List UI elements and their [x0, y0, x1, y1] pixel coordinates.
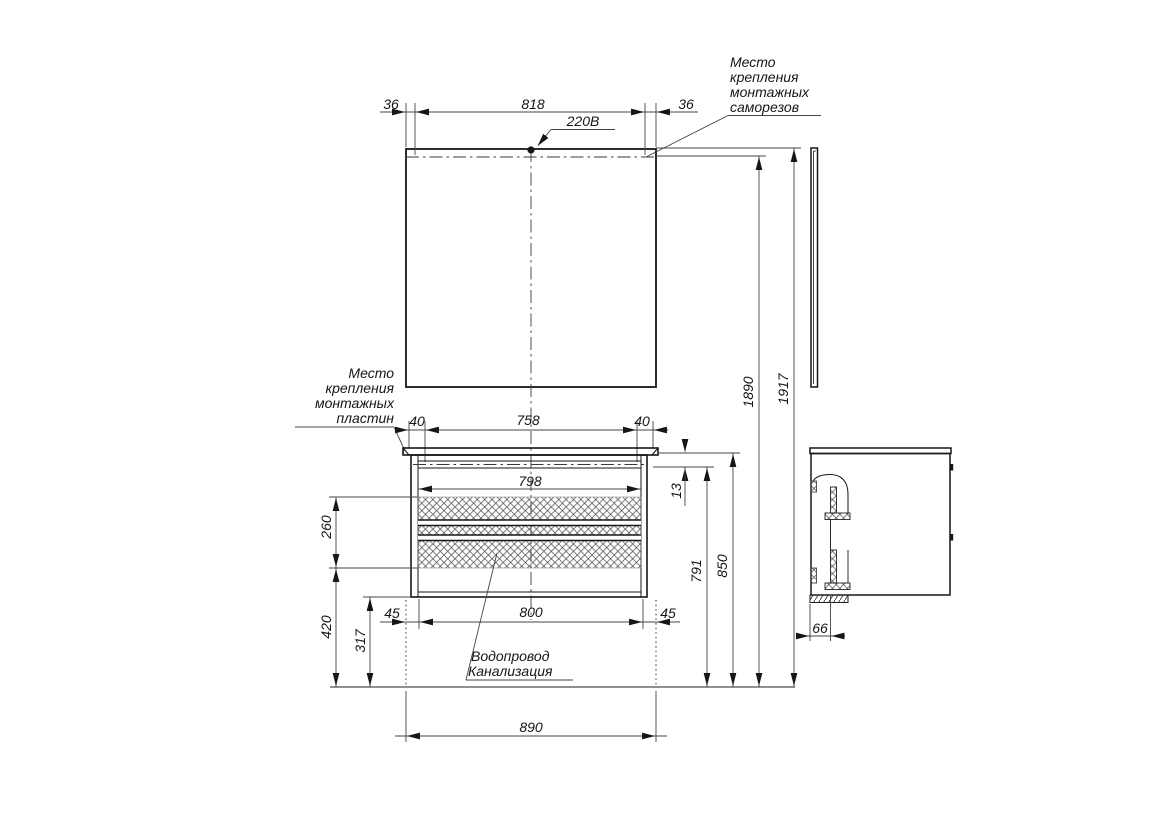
bottom-panel-section — [810, 595, 848, 603]
drawer1-bottom-panel — [825, 513, 850, 520]
plates-note-line2: крепления — [325, 380, 394, 396]
plumbing-note-line1: Водопровод — [471, 648, 550, 664]
dim-back-offset-left: 45 — [384, 605, 400, 621]
drawer2-bottom-panel — [825, 583, 850, 590]
hinge-mark-top — [950, 464, 953, 471]
mounting-plate-bottom — [811, 568, 817, 583]
plates-note-line1: Место — [348, 365, 394, 381]
dim-zone-to-floor: 420 — [318, 615, 334, 639]
screws-note-line1: Место — [730, 54, 776, 70]
power-label: 220В — [566, 113, 600, 129]
dim-mirror-top-height: 1917 — [775, 373, 791, 405]
dim-mirror-screw-span: 818 — [521, 96, 545, 112]
drawer1-back-panel — [831, 487, 837, 513]
dim-back-offset-right: 45 — [660, 605, 676, 621]
dim-mirror-offset-right: 36 — [678, 96, 694, 112]
screws-note-line4: саморезов — [730, 99, 800, 115]
dim-opening-width: 798 — [518, 473, 542, 489]
mounting-plate-top — [811, 481, 817, 492]
pipes-zone-hatch — [418, 497, 641, 568]
plumbing-note-line2: Канализация — [468, 663, 553, 679]
screws-note-line3: монтажных — [730, 84, 810, 100]
dim-mount-line-height: 1890 — [740, 376, 756, 408]
drawer2-back-panel — [831, 550, 837, 583]
dim-top-height: 850 — [714, 554, 730, 578]
dim-cabinet-bottom-to-floor: 317 — [352, 629, 368, 653]
dim-back-opening-width: 800 — [519, 604, 543, 620]
dim-plate-offset-left: 40 — [409, 413, 425, 429]
hinge-mark-bottom — [950, 534, 953, 541]
dim-hatch-zone-height: 260 — [318, 515, 334, 539]
dim-plate-span: 758 — [516, 412, 540, 428]
dim-inner-height: 791 — [688, 559, 704, 583]
dim-top-thickness: 13 — [668, 483, 684, 499]
dim-side-depth: 66 — [812, 620, 828, 636]
dim-mirror-offset-left: 36 — [383, 96, 399, 112]
screws-note-line2: крепления — [730, 69, 799, 85]
dim-overall-width: 890 — [519, 719, 543, 735]
plates-note-line4: пластин — [336, 410, 394, 426]
dim-plate-offset-right: 40 — [634, 413, 650, 429]
plates-note-line3: монтажных — [314, 395, 394, 411]
power-connection-dot — [527, 146, 534, 153]
